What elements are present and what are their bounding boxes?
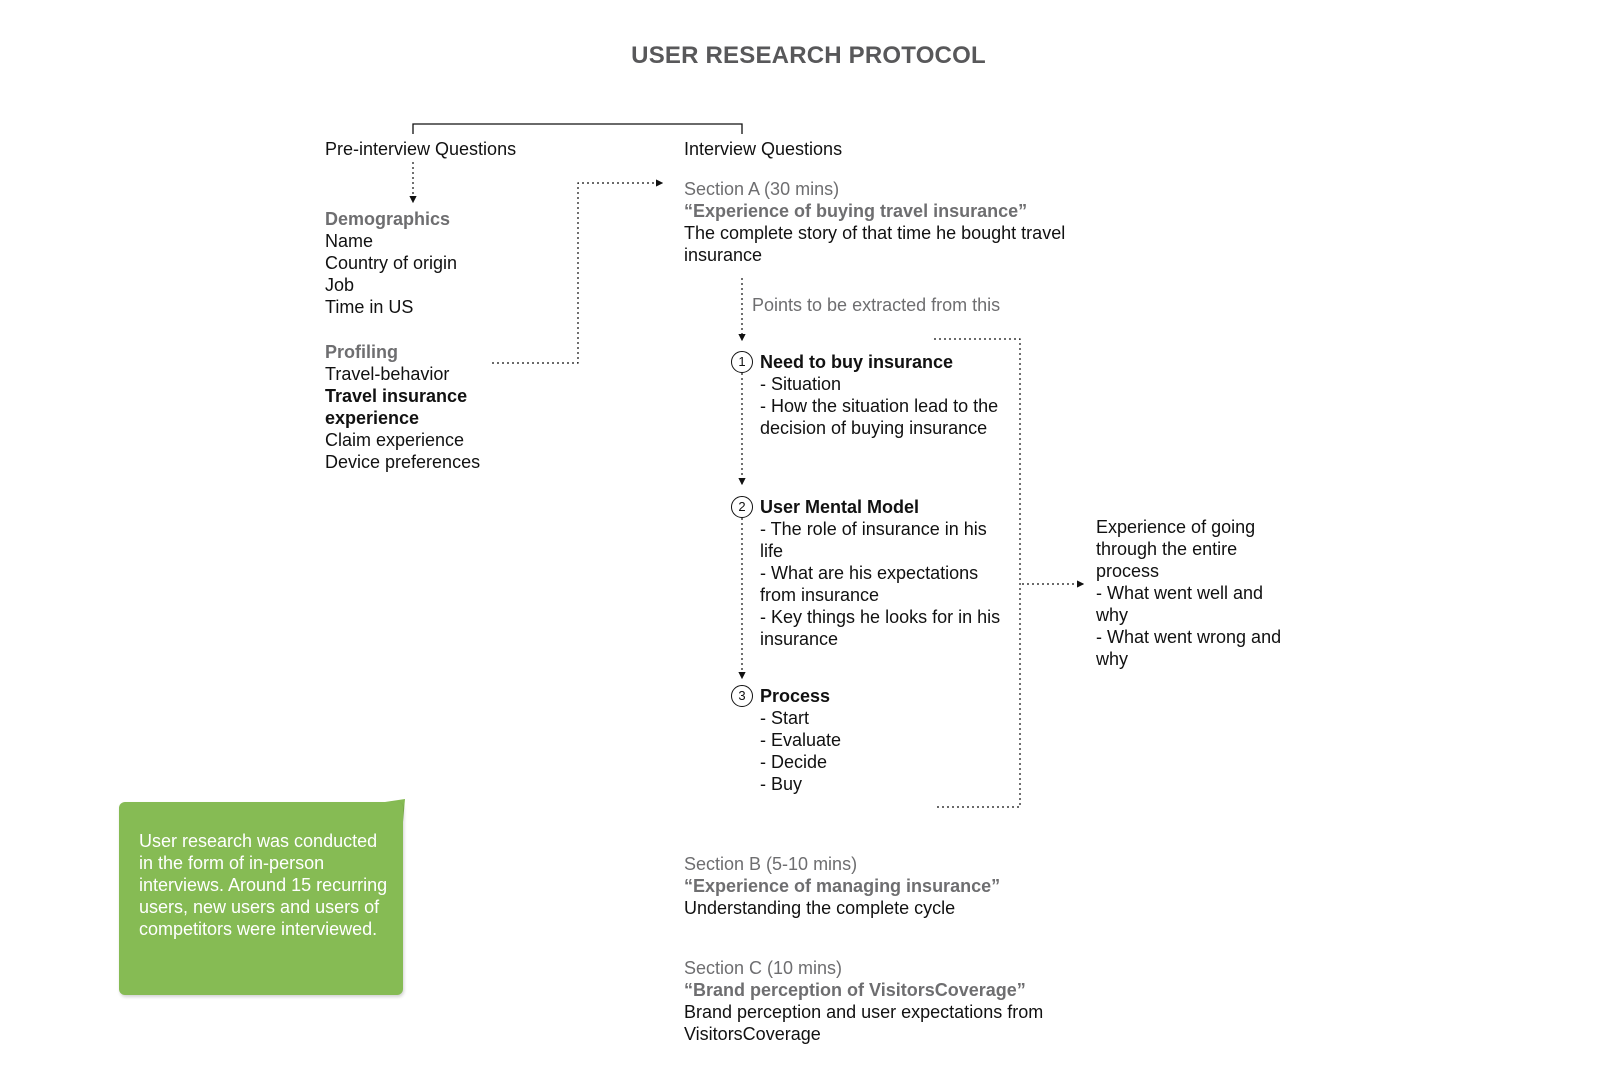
page-title: USER RESEARCH PROTOCOL [631, 42, 986, 69]
point-line: - How the situation lead to the [760, 396, 999, 416]
point-title: Need to buy insurance [760, 352, 954, 372]
demographics-group [325, 208, 457, 318]
point-line: insurance [760, 629, 839, 649]
section-a-label: Section A (30 mins) [684, 179, 840, 199]
top-bracket [413, 124, 742, 134]
extract-label: Points to be extracted from this [752, 295, 1001, 315]
number-badge: 1 [731, 351, 753, 373]
section-c-quote: “Brand perception of VisitorsCoverage” [684, 980, 1026, 1000]
experience-line: process [1096, 561, 1160, 581]
number-badge: 3 [731, 685, 753, 707]
experience-summary [1096, 516, 1281, 670]
profiling-item: Claim experience [325, 430, 465, 450]
experience-line: through the entire [1096, 539, 1238, 559]
point-mental-model [760, 496, 1000, 650]
section-c [684, 957, 1043, 1045]
point-line: - Start [760, 708, 810, 728]
note-line: User research was conducted [139, 831, 378, 851]
arrow-profiling-to-section-a [492, 183, 662, 363]
profiling-item-highlight: experience [325, 408, 420, 428]
section-a [684, 178, 1065, 266]
section-b-desc: Understanding the complete cycle [684, 898, 956, 918]
note-text [139, 830, 389, 940]
section-c-desc: VisitorsCoverage [684, 1024, 821, 1044]
profiling-item: Device preferences [325, 452, 481, 472]
point-line: - Decide [760, 752, 828, 772]
section-c-desc: Brand perception and user expectations from [684, 1002, 1044, 1022]
section-b-quote: “Experience of managing insurance” [684, 876, 1001, 896]
section-b-label: Section B (5-10 mins) [684, 854, 858, 874]
point-process [760, 685, 841, 795]
section-b [684, 853, 1000, 919]
experience-line: why [1096, 605, 1129, 625]
point-line: - Evaluate [760, 730, 842, 750]
point-title: Process [760, 686, 831, 706]
number-badge: 2 [731, 496, 753, 518]
demographics-item: Time in US [325, 297, 414, 317]
section-a-desc: The complete story of that time he bought travel [684, 223, 1066, 243]
point-line: - Buy [760, 774, 803, 794]
demographics-label: Demographics [325, 209, 451, 229]
experience-line: Experience of going [1096, 517, 1256, 537]
demographics-item: Country of origin [325, 253, 458, 273]
note-line: in the form of in-person [139, 853, 325, 873]
note-line: competitors were interviewed. [139, 919, 378, 939]
point-line: - Situation [760, 374, 842, 394]
point-need-to-buy [760, 351, 998, 439]
note-line: interviews. Around 15 recurring [139, 875, 388, 895]
point-title: User Mental Model [760, 497, 920, 517]
section-c-label: Section C (10 mins) [684, 958, 843, 978]
point-line: - What are his expectations [760, 563, 979, 583]
experience-line: - What went wrong and [1096, 627, 1282, 647]
profiling-label: Profiling [325, 342, 398, 362]
demographics-item: Job [325, 275, 355, 295]
profiling-item-highlight: Travel insurance [325, 386, 468, 406]
demographics-item: Name [325, 231, 374, 251]
point-line: decision of buying insurance [760, 418, 988, 438]
section-a-quote: “Experience of buying travel insurance” [684, 201, 1028, 221]
point-line: life [760, 541, 784, 561]
profiling-group [325, 341, 480, 473]
pre-interview-heading: Pre-interview Questions [325, 139, 517, 159]
experience-line: why [1096, 649, 1129, 669]
experience-line: - What went well and [1096, 583, 1264, 603]
research-note [119, 802, 403, 995]
interview-heading: Interview Questions [684, 139, 843, 159]
point-line: from insurance [760, 585, 880, 605]
point-line: - Key things he looks for in his [760, 607, 1001, 627]
section-a-desc: insurance [684, 245, 763, 265]
profiling-item: Travel-behavior [325, 364, 450, 384]
point-line: - The role of insurance in his [760, 519, 987, 539]
note-line: users, new users and users of [139, 897, 380, 917]
